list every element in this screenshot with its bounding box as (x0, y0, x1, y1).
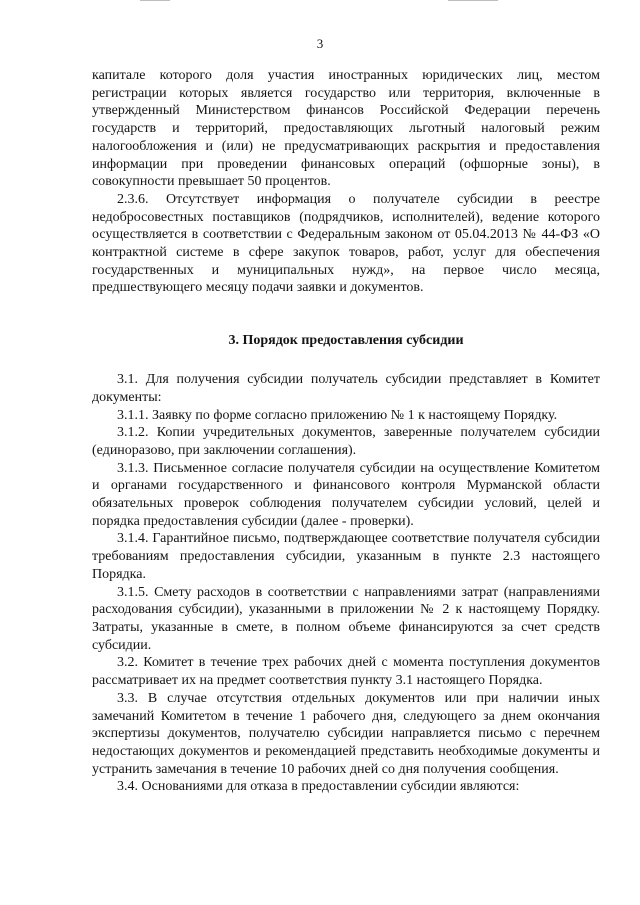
scan-edge-mark-right (448, 0, 498, 1)
page-number: 3 (316, 36, 324, 51)
document-body (92, 67, 600, 796)
paragraph-p8: 3.2. Комитет в течение трех рабочих дней с момента поступления документов рассматривает их на предмет соответствия пункту 3.1 настоящего Порядка. (92, 655, 600, 689)
paragraphs-top (92, 67, 600, 297)
paragraph-p3: 3.1.1. Заявку по форме согласно приложению № 1 к настоящему Порядку. (117, 407, 558, 423)
paragraph-p0: капитале которого доля участия иностранных юридических лиц, местом регистрации которых является государство или территория, включенные в утвержденный Министерством финансов Российской Федерации перечень государств и территорий, предоставляющих льготный налоговый режим налогообложения и (или) не предусматривающих раскрытия и предоставления информации при проведении финансовых операций (офшорные зоны), в совокупности превышает 50 процентов. (92, 68, 600, 190)
paragraph-p1: 2.3.6. Отсутствует информация о получателе субсидии в реестре недобросовестных поставщиков (подрядчиков, исполнителей), ведение которого осуществляется в соответствии с Федеральным законом от 05.04.2013 № 44-ФЗ «О контрактной системе в сфере закупок товаров, работ, услуг для обеспечения государственных и муниципальных нужд», на первое число месяца, предшествующего месяцу подачи заявки и документов. (92, 191, 600, 296)
paragraph-p4: 3.1.2. Копии учредительных документов, заверенные получателем субсидии (единоразово, при заключении соглашения). (92, 425, 600, 458)
paragraph-p6: 3.1.4. Гарантийное письмо, подтверждающее соответствие получателя субсидии требованиям предоставления субсидии, указанным в пункте 2.3 настоящего Порядка. (92, 531, 600, 582)
paragraph-p2: 3.1. Для получения субсидии получатель субсидии представляет в Комитет документы: (92, 372, 600, 405)
section-heading: 3. Порядок предоставления субсидии (228, 333, 464, 349)
paragraph-p7: 3.1.5. Смету расходов в соответствии с направлениями затрат (направлениями расходования субсидии), указанными в приложении № 2 к настоящему Порядку. Затраты, указанные в смете, в полном объеме финансируются за счет средств субсидии. (92, 584, 600, 653)
paragraph-p9: 3.3. В случае отсутствия отдельных документов или при наличии иных замечаний Комитетом в течение 1 рабочего дня, следующего за днем окончания экспертизы документов, получателю субсидии направляется письмо с перечнем недостающих документов и рекомендацией представить необходимые документы и устранить замечания в течение 10 рабочих дней со дня получения сообщения. (92, 690, 600, 777)
scan-edge-mark-left (140, 0, 170, 1)
paragraph-p10: 3.4. Основаниями для отказа в предоставлении субсидии являются: (117, 779, 520, 795)
paragraph-p5: 3.1.3. Письменное согласие получателя субсидии на осуществление Комитетом и органами государственного и финансового контроля Мурманской области обязательных проверок соблюдения получателем субсидии условий, целей и порядка предоставления субсидии (далее - проверки). (92, 460, 600, 529)
paragraphs-bottom (92, 371, 600, 796)
